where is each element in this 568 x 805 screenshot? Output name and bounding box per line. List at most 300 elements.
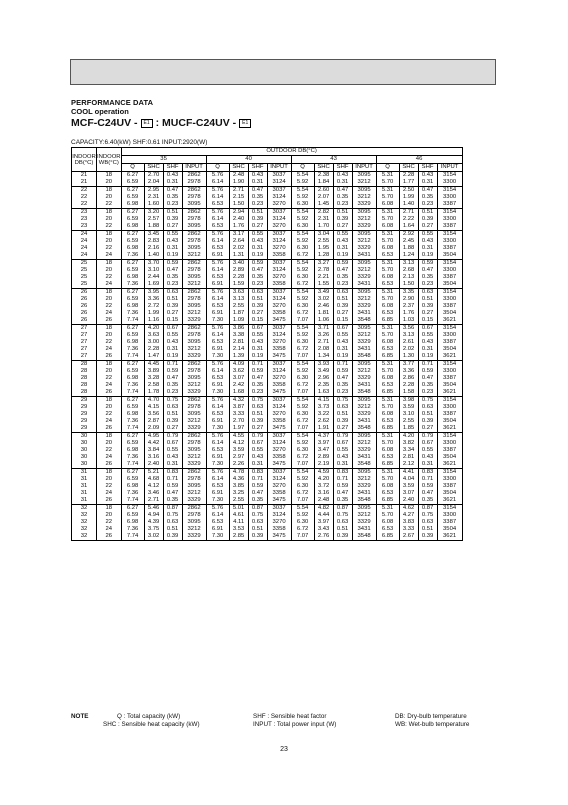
table-cell: 6.30 <box>291 339 314 346</box>
table-cell: 5.92 <box>291 179 314 187</box>
table-cell: 2.26 <box>229 461 248 469</box>
table-cell: 3.72 <box>314 483 333 490</box>
table-cell: 4.12 <box>229 440 248 447</box>
table-cell: 2.55 <box>399 418 418 425</box>
table-cell: 3504 <box>437 490 462 497</box>
table-cell: 2978 <box>182 404 206 411</box>
table-cell: 3095 <box>182 303 206 310</box>
indoor-wb-cell: 18 <box>97 469 122 477</box>
table-cell: 3431 <box>352 346 376 353</box>
table-cell: 3358 <box>267 252 291 260</box>
table-cell: 3212 <box>352 476 376 483</box>
table-cell: 3.07 <box>229 375 248 382</box>
table-cell: 5.31 <box>376 187 399 195</box>
column-header: Q <box>206 164 229 172</box>
table-cell: 0.75 <box>333 512 352 519</box>
table-row <box>72 454 463 461</box>
table-cell: 3037 <box>267 260 291 268</box>
table-cell: 6.53 <box>376 418 399 425</box>
table-cell: 0.27 <box>163 310 182 317</box>
indoor-db-cell: 31 <box>72 497 97 505</box>
table-cell: 3124 <box>267 476 291 483</box>
table-cell: 4.15 <box>314 397 333 405</box>
table-cell: 3300 <box>437 216 462 223</box>
table-cell: 5.54 <box>291 172 314 180</box>
table-row <box>72 216 463 223</box>
table-cell: 6.14 <box>206 476 229 483</box>
table-cell: 2978 <box>182 194 206 201</box>
table-cell: 6.72 <box>291 310 314 317</box>
table-cell: 6.59 <box>121 296 144 303</box>
table-cell: 3329 <box>352 274 376 281</box>
column-header: SHC <box>144 164 163 172</box>
indoor-wb-cell: 22 <box>97 245 122 252</box>
table-row <box>72 433 463 441</box>
table-cell: 7.30 <box>206 533 229 541</box>
table-cell: 3358 <box>267 454 291 461</box>
indoor-db-cell: 28 <box>72 368 97 375</box>
table-cell: 7.30 <box>206 461 229 469</box>
table-cell: 6.27 <box>121 361 144 369</box>
table-cell: 3095 <box>352 172 376 180</box>
table-cell: 0.75 <box>248 512 267 519</box>
table-row <box>72 469 463 477</box>
table-cell: 4.04 <box>399 476 418 483</box>
table-cell: 4.27 <box>399 512 418 519</box>
table-cell: 3621 <box>437 353 462 361</box>
indoor-db-cell: 30 <box>72 440 97 447</box>
table-row <box>72 303 463 310</box>
table-cell: 3212 <box>352 296 376 303</box>
table-cell: 3095 <box>182 375 206 382</box>
table-cell: 3504 <box>437 526 462 533</box>
table-cell: 3.70 <box>144 260 163 268</box>
indoor-wb-cell: 22 <box>97 375 122 382</box>
table-cell: 6.98 <box>121 274 144 281</box>
table-cell: 0.43 <box>418 172 437 180</box>
table-cell: 2.58 <box>144 382 163 389</box>
table-cell: 0.31 <box>248 461 267 469</box>
table-cell: 7.36 <box>121 454 144 461</box>
spec-line: CAPACITY:6.40(kW) SHF:0.61 INPUT:2920(W) <box>71 139 208 146</box>
table-cell: 0.19 <box>248 353 267 361</box>
table-cell: 0.31 <box>163 461 182 469</box>
table-cell: 3.93 <box>314 361 333 369</box>
table-cell: 6.53 <box>376 490 399 497</box>
table-cell: 2.81 <box>399 454 418 461</box>
table-cell: 6.27 <box>121 187 144 195</box>
table-cell: 0.43 <box>418 339 437 346</box>
table-cell: 6.27 <box>121 172 144 180</box>
indoor-wb-cell: 26 <box>97 497 122 505</box>
indoor-wb-cell: 18 <box>97 325 122 333</box>
table-cell: 1.63 <box>314 389 333 397</box>
table-cell: 3095 <box>352 187 376 195</box>
table-row <box>72 389 463 397</box>
table-cell: 0.63 <box>333 519 352 526</box>
table-row <box>72 425 463 433</box>
indoor-wb-cell: 22 <box>97 274 122 281</box>
indoor-db-cell: 29 <box>72 397 97 405</box>
table-cell: 0.47 <box>163 187 182 195</box>
table-row <box>72 418 463 425</box>
table-cell: 2.16 <box>144 245 163 252</box>
table-cell: 2.28 <box>144 346 163 353</box>
indoor-db-cell: 30 <box>72 454 97 461</box>
table-cell: 3504 <box>437 310 462 317</box>
table-cell: 0.87 <box>418 505 437 513</box>
table-row <box>72 238 463 245</box>
table-cell: 3212 <box>182 526 206 533</box>
table-cell: 6.08 <box>376 519 399 526</box>
table-cell: 0.31 <box>333 346 352 353</box>
table-cell: 6.59 <box>121 216 144 223</box>
table-cell: 2.44 <box>144 274 163 281</box>
table-cell: 0.23 <box>333 281 352 289</box>
table-cell: 0.23 <box>248 281 267 289</box>
table-cell: 0.79 <box>333 433 352 441</box>
indoor-wb-cell: 24 <box>97 346 122 353</box>
table-cell: 0.15 <box>418 317 437 325</box>
table-cell: 3621 <box>437 389 462 397</box>
indoor-db-cell: 29 <box>72 411 97 418</box>
table-cell: 4.39 <box>144 519 163 526</box>
table-cell: 1.50 <box>399 281 418 289</box>
table-cell: 2978 <box>182 440 206 447</box>
indoor-db-cell: 28 <box>72 361 97 369</box>
table-cell: 4.44 <box>314 512 333 519</box>
indoor-db-cell: 25 <box>72 260 97 268</box>
table-cell: 3358 <box>267 281 291 289</box>
table-cell: 0.39 <box>163 533 182 541</box>
table-cell: 0.15 <box>333 317 352 325</box>
table-cell: 0.19 <box>163 252 182 260</box>
indoor-db-cell: 23 <box>72 216 97 223</box>
table-cell: 0.31 <box>248 179 267 187</box>
table-row <box>72 497 463 505</box>
table-cell: 3.36 <box>144 296 163 303</box>
table-cell: 3.43 <box>314 526 333 533</box>
table-cell: 0.55 <box>418 231 437 239</box>
note-shf: SHF : Sensible heat factor <box>253 713 327 720</box>
table-cell: 1.88 <box>144 223 163 231</box>
table-cell: 0.23 <box>418 281 437 289</box>
table-cell: 3154 <box>437 325 462 333</box>
table-cell: 0.67 <box>418 440 437 447</box>
table-cell: 0.43 <box>248 172 267 180</box>
table-cell: 0.19 <box>163 353 182 361</box>
table-cell: 5.76 <box>206 469 229 477</box>
table-cell: 7.07 <box>291 533 314 541</box>
table-cell: 2978 <box>182 238 206 245</box>
table-cell: 3475 <box>267 533 291 541</box>
table-cell: 3300 <box>437 476 462 483</box>
table-cell: 3212 <box>352 512 376 519</box>
column-header: INPUT <box>182 164 206 172</box>
table-row <box>72 231 463 239</box>
table-cell: 0.39 <box>333 216 352 223</box>
table-cell: 5.54 <box>291 469 314 477</box>
table-row <box>72 476 463 483</box>
table-cell: 3095 <box>352 469 376 477</box>
table-cell: 2.12 <box>399 461 418 469</box>
table-cell: 5.54 <box>291 433 314 441</box>
table-cell: 2862 <box>182 187 206 195</box>
table-cell: 3154 <box>437 260 462 268</box>
table-cell: 3124 <box>267 296 291 303</box>
outdoor-temp-header: 35 <box>121 156 206 164</box>
table-cell: 3212 <box>352 332 376 339</box>
table-cell: 0.47 <box>163 267 182 274</box>
indoor-db-cell: 30 <box>72 433 97 441</box>
table-cell: 0.35 <box>333 382 352 389</box>
table-row <box>72 461 463 469</box>
table-cell: 3212 <box>352 179 376 187</box>
table-cell: 4.55 <box>229 433 248 441</box>
table-cell: 5.76 <box>206 187 229 195</box>
table-cell: 3037 <box>267 172 291 180</box>
table-cell: 6.85 <box>376 353 399 361</box>
table-cell: 3.17 <box>229 231 248 239</box>
table-cell: 0.63 <box>333 289 352 297</box>
table-cell: 2.40 <box>399 497 418 505</box>
table-cell: 6.27 <box>121 231 144 239</box>
table-cell: 6.59 <box>121 194 144 201</box>
table-cell: 0.79 <box>248 433 267 441</box>
table-cell: 3387 <box>437 411 462 418</box>
table-row <box>72 172 463 180</box>
table-cell: 0.67 <box>248 440 267 447</box>
table-cell: 0.83 <box>248 469 267 477</box>
indoor-wb-cell: 18 <box>97 231 122 239</box>
table-cell: 0.51 <box>248 526 267 533</box>
table-cell: 6.59 <box>121 332 144 339</box>
table-cell: 0.47 <box>418 490 437 497</box>
table-cell: 3154 <box>437 231 462 239</box>
table-cell: 2.42 <box>229 382 248 389</box>
table-cell: 0.35 <box>163 497 182 505</box>
table-cell: 0.87 <box>333 505 352 513</box>
table-cell: 3300 <box>437 267 462 274</box>
table-cell: 3329 <box>352 245 376 252</box>
table-cell: 3154 <box>437 361 462 369</box>
table-cell: 0.27 <box>333 223 352 231</box>
table-cell: 0.47 <box>333 187 352 195</box>
table-cell: 6.14 <box>206 404 229 411</box>
indoor-db-cell: 26 <box>72 317 97 325</box>
table-cell: 7.74 <box>121 389 144 397</box>
table-row <box>72 209 463 217</box>
indoor-wb-cell: 20 <box>97 332 122 339</box>
table-cell: 3.47 <box>314 447 333 454</box>
outdoor-temp-header: 43 <box>291 156 376 164</box>
table-cell: 0.59 <box>333 483 352 490</box>
indoor-wb-cell: 26 <box>97 317 122 325</box>
table-cell: 7.07 <box>291 353 314 361</box>
table-cell: 0.35 <box>163 194 182 201</box>
table-cell: 3.27 <box>314 260 333 268</box>
table-cell: 0.51 <box>248 411 267 418</box>
table-cell: 3124 <box>267 332 291 339</box>
table-cell: 7.07 <box>291 317 314 325</box>
table-cell: 5.70 <box>376 216 399 223</box>
indoor-db-header: INDOOR DB(°C) <box>72 148 97 172</box>
indoor-wb-cell: 18 <box>97 209 122 217</box>
table-row <box>72 267 463 274</box>
table-cell: 0.31 <box>333 179 352 187</box>
table-cell: 3212 <box>352 216 376 223</box>
table-cell: 3212 <box>352 267 376 274</box>
table-cell: 5.70 <box>376 238 399 245</box>
table-cell: 2.55 <box>314 238 333 245</box>
table-cell: 0.59 <box>418 260 437 268</box>
table-cell: 2.86 <box>399 375 418 382</box>
table-cell: 2.45 <box>399 238 418 245</box>
table-cell: 4.32 <box>229 397 248 405</box>
table-cell: 3095 <box>182 447 206 454</box>
table-cell: 0.75 <box>163 397 182 405</box>
table-cell: 4.20 <box>399 433 418 441</box>
table-cell: 4.82 <box>314 505 333 513</box>
indoor-wb-cell: 18 <box>97 505 122 513</box>
table-cell: 0.51 <box>248 296 267 303</box>
table-cell: 0.47 <box>248 490 267 497</box>
table-cell: 3.59 <box>229 447 248 454</box>
table-cell: 3548 <box>352 425 376 433</box>
table-cell: 3154 <box>437 187 462 195</box>
column-header: INPUT <box>352 164 376 172</box>
table-cell: 3212 <box>182 418 206 425</box>
table-cell: 2.71 <box>144 497 163 505</box>
indoor-wb-cell: 18 <box>97 289 122 297</box>
table-cell: 3.63 <box>144 332 163 339</box>
table-cell: 0.31 <box>248 346 267 353</box>
table-cell: 6.98 <box>121 483 144 490</box>
note-q: Q : Total capacity (kW) <box>117 713 181 720</box>
table-cell: 4.42 <box>144 440 163 447</box>
table-cell: 3037 <box>267 325 291 333</box>
table-cell: 2.14 <box>229 346 248 353</box>
section-title: PERFORMANCE DATA <box>71 98 154 107</box>
table-cell: 0.83 <box>418 469 437 477</box>
table-cell: 0.51 <box>248 209 267 217</box>
table-cell: 2.37 <box>399 303 418 310</box>
table-cell: 5.54 <box>291 187 314 195</box>
outdoor-model: : MUCF-C24UV - <box>155 117 237 130</box>
table-row <box>72 375 463 382</box>
table-cell: 0.27 <box>418 425 437 433</box>
table-cell: 6.27 <box>121 397 144 405</box>
table-cell: 1.50 <box>229 201 248 209</box>
table-cell: 6.30 <box>291 303 314 310</box>
indoor-wb-cell: 20 <box>97 238 122 245</box>
table-cell: 0.35 <box>418 274 437 281</box>
table-cell: 3621 <box>437 425 462 433</box>
table-cell: 0.59 <box>418 368 437 375</box>
table-row <box>72 260 463 268</box>
table-cell: 5.70 <box>376 440 399 447</box>
table-cell: 3475 <box>267 353 291 361</box>
note-input: INPUT : Total power input (W) <box>253 721 337 728</box>
table-cell: 3329 <box>182 533 206 541</box>
indoor-db-cell: 32 <box>72 533 97 541</box>
table-cell: 6.91 <box>206 418 229 425</box>
table-cell: 0.51 <box>333 209 352 217</box>
table-cell: 0.55 <box>248 332 267 339</box>
table-cell: 0.35 <box>333 194 352 201</box>
table-row <box>72 339 463 346</box>
indoor-db-cell: 25 <box>72 267 97 274</box>
table-cell: 0.39 <box>333 303 352 310</box>
table-row <box>72 361 463 369</box>
table-cell: 2.97 <box>229 454 248 461</box>
table-cell: 6.72 <box>291 346 314 353</box>
table-cell: 7.07 <box>291 497 314 505</box>
table-cell: 0.55 <box>333 447 352 454</box>
table-cell: 3504 <box>437 252 462 260</box>
table-cell: 3387 <box>437 201 462 209</box>
table-cell: 7.74 <box>121 533 144 541</box>
table-cell: 5.01 <box>229 505 248 513</box>
table-cell: 6.53 <box>206 274 229 281</box>
table-row <box>72 245 463 252</box>
table-cell: 6.53 <box>206 519 229 526</box>
table-cell: 3095 <box>352 361 376 369</box>
table-cell: 0.83 <box>163 469 182 477</box>
table-cell: 3475 <box>267 425 291 433</box>
table-cell: 6.14 <box>206 332 229 339</box>
table-row <box>72 490 463 497</box>
indoor-wb-cell: 22 <box>97 447 122 454</box>
indoor-db-cell: 31 <box>72 476 97 483</box>
table-cell: 0.47 <box>418 375 437 382</box>
table-cell: 3.02 <box>144 533 163 541</box>
table-cell: 0.31 <box>163 245 182 252</box>
table-cell: 5.76 <box>206 289 229 297</box>
table-cell: 6.53 <box>376 526 399 533</box>
table-cell: 6.98 <box>121 411 144 418</box>
table-cell: 0.43 <box>163 238 182 245</box>
table-cell: 0.51 <box>163 296 182 303</box>
table-cell: 6.14 <box>206 368 229 375</box>
table-cell: 0.67 <box>333 440 352 447</box>
table-cell: 6.08 <box>376 245 399 252</box>
table-cell: 2978 <box>182 267 206 274</box>
table-cell: 6.59 <box>121 404 144 411</box>
table-cell: 3329 <box>352 447 376 454</box>
table-cell: 5.31 <box>376 361 399 369</box>
note-label: NOTE <box>71 713 89 720</box>
indoor-db-cell: 23 <box>72 223 97 231</box>
table-cell: 5.92 <box>291 440 314 447</box>
table-cell: 5.31 <box>376 209 399 217</box>
indoor-wb-cell: 26 <box>97 425 122 433</box>
table-cell: 1.59 <box>229 281 248 289</box>
table-cell: 2.55 <box>229 497 248 505</box>
table-cell: 3037 <box>267 433 291 441</box>
table-cell: 3.97 <box>314 519 333 526</box>
table-cell: 2.64 <box>229 238 248 245</box>
table-cell: 4.59 <box>314 469 333 477</box>
table-cell: 0.55 <box>418 332 437 339</box>
table-cell: 0.75 <box>418 512 437 519</box>
table-cell: 6.30 <box>291 447 314 454</box>
indoor-wb-cell: 26 <box>97 353 122 361</box>
table-cell: 1.40 <box>144 252 163 260</box>
table-cell: 3.89 <box>144 368 163 375</box>
table-cell: 3.56 <box>399 325 418 333</box>
table-cell: 2.92 <box>399 231 418 239</box>
